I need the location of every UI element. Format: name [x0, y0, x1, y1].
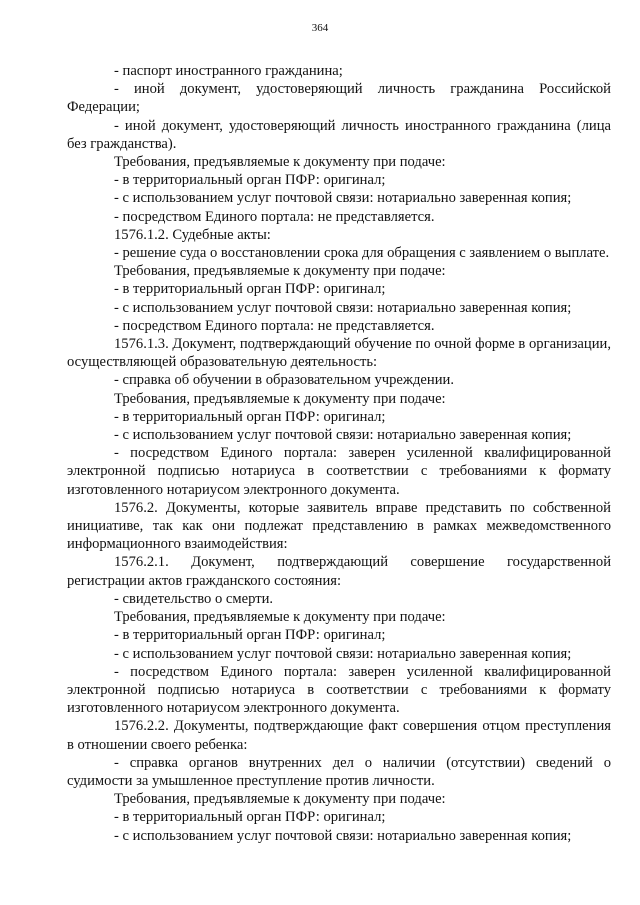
list-item: - с использованием услуг почтовой связи: нотариально заверенная копия;: [114, 827, 572, 844]
list-item: - в территориальный орган ПФР: оригинал;: [114, 809, 386, 826]
list-item: - в территориальный орган ПФР: оригинал;: [114, 172, 386, 189]
list-item: - паспорт иностранного гражданина;: [114, 63, 343, 79]
list-item: - с использованием услуг почтовой связи: нотариально заверенная копия;: [114, 645, 572, 662]
list-item: - посредством Единого портала: заверен усиленной квалифицированной электронной подписью нотариуса в соответствии с требованиями к формату изготовленного нотариусом электронного документа.: [67, 663, 611, 717]
list-item: - в территориальный орган ПФР: оригинал;: [114, 408, 386, 425]
document-body: [67, 62, 611, 845]
list-item: - иной документ, удостоверяющий личность иностранного гражданина (лица без гражданства).: [67, 117, 611, 152]
list-item: - с использованием услуг почтовой связи: нотариально заверенная копия;: [114, 190, 572, 207]
section-heading: 1576.2.2. Документы, подтверждающие факт совершения отцом преступления в отношении своего ребенка:: [67, 718, 611, 753]
list-item: - посредством Единого портала: не представляется.: [114, 208, 435, 225]
list-item: - посредством Единого портала: заверен усиленной квалифицированной электронной подписью нотариуса в соответствии с требованиями к формату изготовленного нотариусом электронного документа.: [67, 445, 611, 498]
list-item: - иной документ, удостоверяющий личность гражданина Российской Федерации;: [67, 81, 611, 116]
requirements-heading: Требования, предъявляемые к документу при подаче:: [114, 609, 446, 626]
list-item: - решение суда о восстановлении срока для обращения с заявлением о выплате.: [114, 245, 610, 262]
list-item: - в территориальный орган ПФР: оригинал;: [114, 627, 386, 644]
list-item: - свидетельство о смерти.: [114, 590, 274, 607]
section-heading: 1576.1.2. Судебные акты:: [114, 226, 271, 243]
section-heading: 1576.2. Документы, которые заявитель вправе представить по собственной инициативе, так как они подлежат представлению в рамках межведомственного информационного взаимодействия:: [67, 499, 611, 553]
requirements-heading: Требования, предъявляемые к документу при подаче:: [114, 390, 446, 407]
list-item: - посредством Единого портала: не представляется.: [114, 317, 435, 334]
list-item: - справка органов внутренних дел о наличии (отсутствии) сведений о судимости за умышленное преступление против личности.: [67, 754, 611, 789]
section-heading: 1576.2.1. Документ, подтверждающий совершение государственной регистрации актов гражданского состояния:: [67, 554, 611, 589]
list-item: - с использованием услуг почтовой связи: нотариально заверенная копия;: [114, 427, 572, 444]
page-number: 364: [311, 22, 329, 34]
requirements-heading: Требования, предъявляемые к документу при подаче:: [114, 791, 446, 808]
requirements-heading: Требования, предъявляемые к документу при подаче:: [114, 154, 446, 171]
list-item: - в территориальный орган ПФР: оригинал;: [114, 281, 386, 298]
list-item: - справка об обучении в образовательном учреждении.: [114, 372, 454, 389]
section-heading: 1576.1.3. Документ, подтверждающий обучение по очной форме в организации, осуществляющей образовательную деятельность:: [67, 336, 611, 371]
requirements-heading: Требования, предъявляемые к документу при подаче:: [114, 263, 446, 280]
list-item: - с использованием услуг почтовой связи: нотариально заверенная копия;: [114, 299, 572, 316]
